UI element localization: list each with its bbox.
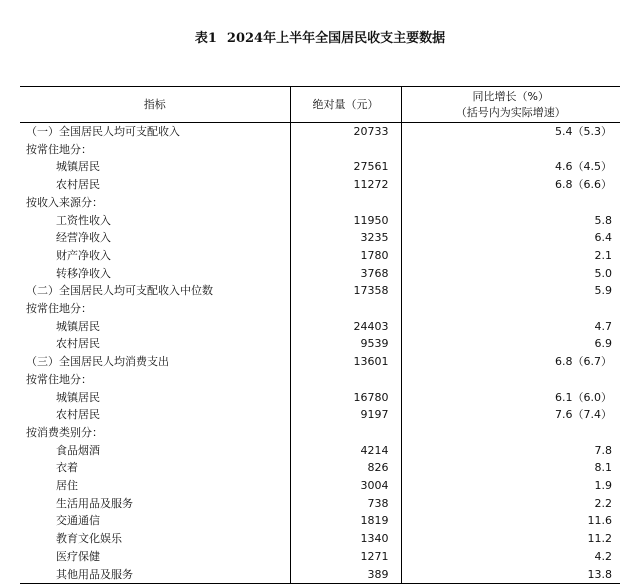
row-growth-rate: 6.8（6.6）: [555, 178, 612, 192]
row-growth-rate: 5.9: [594, 284, 612, 298]
row-growth-rate: 6.9: [594, 337, 612, 351]
row-label: （一）全国居民人均可支配收入: [26, 125, 180, 138]
row-growth-rate: 11.2: [587, 532, 612, 546]
header-growth-line1: 同比增长（%）: [472, 89, 549, 103]
row-growth-rate: 4.7: [594, 319, 612, 333]
row-absolute-value: 3235: [290, 229, 401, 247]
row-label: 财产净收入: [56, 248, 111, 262]
row-growth-rate: [401, 424, 620, 442]
table-row: [20, 265, 620, 283]
row-growth-rate: 5.0: [594, 266, 612, 280]
table-title: [0, 27, 640, 46]
table-row: [20, 495, 620, 513]
table-row: [20, 424, 620, 442]
row-growth-rate: 6.4: [594, 231, 612, 245]
row-absolute-value: 13601: [290, 353, 401, 371]
row-label: 城镇居民: [56, 319, 100, 333]
row-growth-rate: 5.4（5.3）: [555, 125, 612, 138]
table-row: [20, 477, 620, 495]
header-row: [20, 87, 620, 123]
row-absolute-value: 4214: [290, 442, 401, 460]
row-label: 城镇居民: [56, 160, 100, 174]
row-growth-rate: 4.2: [594, 549, 612, 563]
row-label: （三）全国居民人均消费支出: [26, 355, 169, 369]
row-label: 按常住地分：: [26, 142, 92, 156]
table-row: [20, 158, 620, 176]
row-absolute-value: 738: [290, 495, 401, 513]
row-label: （二）全国居民人均可支配收入中位数: [26, 284, 213, 298]
row-absolute-value: [290, 194, 401, 212]
row-absolute-value: 3768: [290, 265, 401, 283]
table-row: [20, 318, 620, 336]
table-row: [20, 247, 620, 265]
row-label: 生活用品及服务: [56, 496, 133, 510]
table-row: [20, 512, 620, 530]
row-absolute-value: 9539: [290, 335, 401, 353]
row-label: 按收入来源分：: [26, 195, 103, 209]
row-absolute-value: 1340: [290, 530, 401, 548]
table-row: [20, 353, 620, 371]
row-growth-rate: 11.6: [587, 514, 612, 528]
row-absolute-value: 1271: [290, 548, 401, 566]
row-absolute-value: 11950: [290, 212, 401, 230]
header-growth-line2: （括号内为实际增速）: [455, 105, 566, 119]
table-row: [20, 530, 620, 548]
row-growth-rate: 4.6（4.5）: [555, 160, 612, 174]
header-growth: [401, 87, 620, 123]
table-number: 表1: [194, 31, 217, 46]
row-label: 食品烟酒: [56, 443, 100, 457]
row-label: 城镇居民: [56, 390, 100, 404]
row-growth-rate: 2.2: [594, 496, 612, 510]
row-label: 按常住地分：: [26, 302, 92, 316]
header-absolute: 绝对量（元）: [290, 87, 401, 123]
row-absolute-value: [290, 371, 401, 389]
row-growth-rate: [401, 194, 620, 212]
table-row: [20, 176, 620, 194]
table-title-text: 2024年上半年全国居民收支主要数据: [226, 31, 446, 46]
table-row: [20, 212, 620, 230]
row-absolute-value: 826: [290, 459, 401, 477]
row-absolute-value: [290, 141, 401, 159]
row-label: 工资性收入: [56, 213, 111, 227]
row-absolute-value: 17358: [290, 282, 401, 300]
table-row: [20, 389, 620, 407]
table-row: [20, 371, 620, 389]
row-growth-rate: 13.8: [401, 566, 620, 584]
row-label: 居住: [56, 479, 78, 493]
row-label: 交通通信: [56, 514, 100, 528]
row-absolute-value: 1780: [290, 247, 401, 265]
row-label: 按常住地分：: [26, 372, 92, 386]
row-growth-rate: 2.1: [594, 248, 612, 262]
row-growth-rate: 6.8（6.7）: [555, 355, 612, 369]
table-row: [20, 335, 620, 353]
row-growth-rate: 7.8: [594, 443, 612, 457]
row-absolute-value: [290, 300, 401, 318]
row-label: 按消费类别分：: [26, 425, 103, 439]
row-growth-rate: 1.9: [594, 479, 612, 493]
row-absolute-value: [290, 424, 401, 442]
row-growth-rate: 7.6（7.4）: [555, 408, 612, 422]
row-absolute-value: 27561: [290, 158, 401, 176]
row-absolute-value: 1819: [290, 512, 401, 530]
row-growth-rate: 6.1（6.0）: [555, 390, 612, 404]
table-row: [20, 141, 620, 159]
row-absolute-value: 20733: [290, 123, 401, 141]
header-indicator: 指标: [143, 97, 166, 111]
table-row: [20, 566, 620, 584]
table-row: [20, 123, 620, 141]
table-row: [20, 548, 620, 566]
row-absolute-value: 16780: [290, 389, 401, 407]
row-absolute-value: 11272: [290, 176, 401, 194]
table-row: [20, 229, 620, 247]
income-expenditure-table: [20, 86, 620, 584]
table-row: [20, 282, 620, 300]
row-absolute-value: 24403: [290, 318, 401, 336]
row-absolute-value: 389: [290, 566, 401, 584]
table-row: [20, 300, 620, 318]
row-label: 衣着: [56, 461, 78, 475]
row-label: 经营净收入: [56, 231, 111, 245]
row-label: 教育文化娱乐: [56, 532, 122, 546]
row-absolute-value: 3004: [290, 477, 401, 495]
row-growth-rate: 5.8: [594, 213, 612, 227]
table-row: [20, 442, 620, 460]
row-label: 农村居民: [56, 337, 100, 351]
row-label: 其他用品及服务: [20, 566, 290, 584]
row-label: 转移净收入: [56, 266, 111, 280]
row-label: 农村居民: [56, 408, 100, 422]
row-label: 医疗保健: [56, 549, 100, 563]
table-row: [20, 459, 620, 477]
table-row: [20, 406, 620, 424]
row-growth-rate: [401, 300, 620, 318]
row-absolute-value: 9197: [290, 406, 401, 424]
row-label: 农村居民: [56, 178, 100, 192]
row-growth-rate: 8.1: [594, 461, 612, 475]
row-growth-rate: [401, 371, 620, 389]
row-growth-rate: [401, 141, 620, 159]
table-row: [20, 194, 620, 212]
